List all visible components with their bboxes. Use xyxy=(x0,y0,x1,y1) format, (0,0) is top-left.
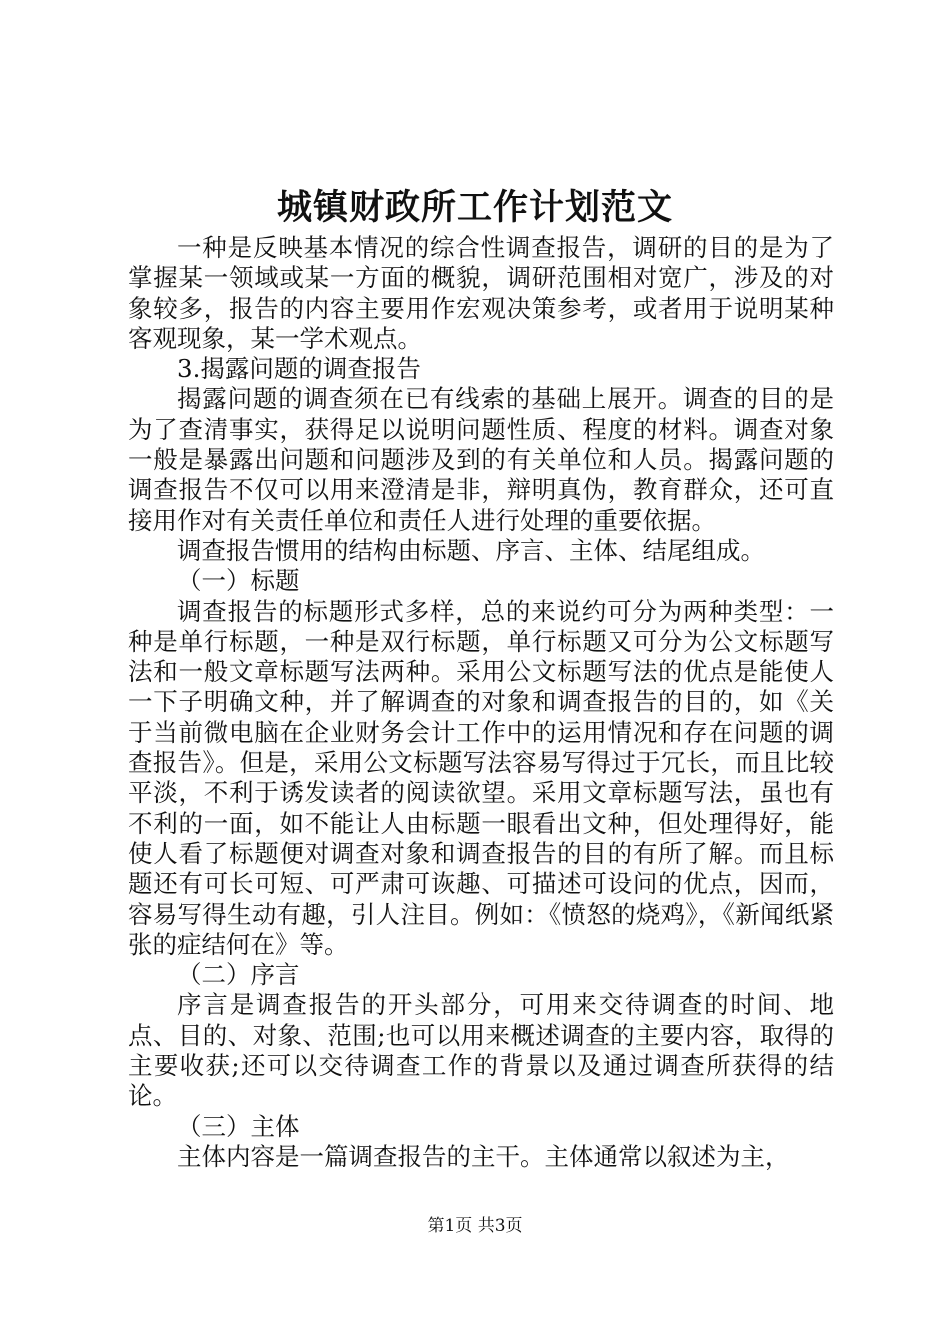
paragraph: 序言是调查报告的开头部分，可用来交待调查的时间、地点、目的、对象、范围;也可以用来概述调查的主要内容，取得的主要收获;还可以交待调查工作的背景以及通过调查所获得的结论。 xyxy=(128,990,834,1111)
paragraph: 调查报告的标题形式多样，总的来说约可分为两种类型：一种是单行标题，一种是双行标题，单行标题又可分为公文标题写法和一般文章标题写法两种。采用公文标题写法的优点是能使人一下子明确文种，并了解调查的对象和调查报告的目的，如《关于当前微电脑在企业财务会计工作中的运用情况和存在问题的调查报告》。但是，采用公文标题写法容易写得过于冗长，而且比较平淡，不利于诱发读者的阅读欲望。采用文章标题写法，虽也有不利的一面，如不能让人由标题一眼看出文种，但处理得好，能使人看了标题便对调查对象和调查报告的目的有所了解。而且标题还有可长可短、可严肃可诙趣、可描述可设问的优点，因而，容易写得生动有趣，引人注目。例如：《愤怒的烧鸡》，《新闻纸紧张的症结何在》等。 xyxy=(128,596,834,959)
paragraph: 一种是反映基本情况的综合性调查报告，调研的目的是为了掌握某一领域或某一方面的概貌，调研范围相对宽广，涉及的对象较多，报告的内容主要用作宏观决策参考，或者用于说明某种客观现象，某一学术观点。 xyxy=(128,233,834,353)
document-title: 城镇财政所工作计划范文 xyxy=(276,187,673,228)
section-heading: （一）标题 xyxy=(177,566,300,596)
section-heading: 3.揭露问题的调查报告 xyxy=(177,354,421,384)
section-heading: （三）主体 xyxy=(177,1111,300,1141)
section-heading: （二）序言 xyxy=(177,960,300,990)
paragraph: 揭露问题的调查须在已有线索的基础上展开。调查的目的是为了查清事实，获得足以说明问题性质、程度的材料。调查对象一般是暴露出问题和问题涉及到的有关单位和人员。揭露问题的调查报告不仅可以用来澄清是非，辩明真伪，教育群众，还可直接用作对有关责任单位和责任人进行处理的重要依据。 xyxy=(128,384,834,535)
paragraph: 调查报告惯用的结构由标题、序言、主体、结尾组成。 xyxy=(177,535,765,565)
document-body xyxy=(128,233,834,1172)
page-footer: 第1页 共3页 xyxy=(427,1216,523,1236)
paragraph: 主体内容是一篇调查报告的主干。主体通常以叙述为主， xyxy=(177,1141,790,1171)
